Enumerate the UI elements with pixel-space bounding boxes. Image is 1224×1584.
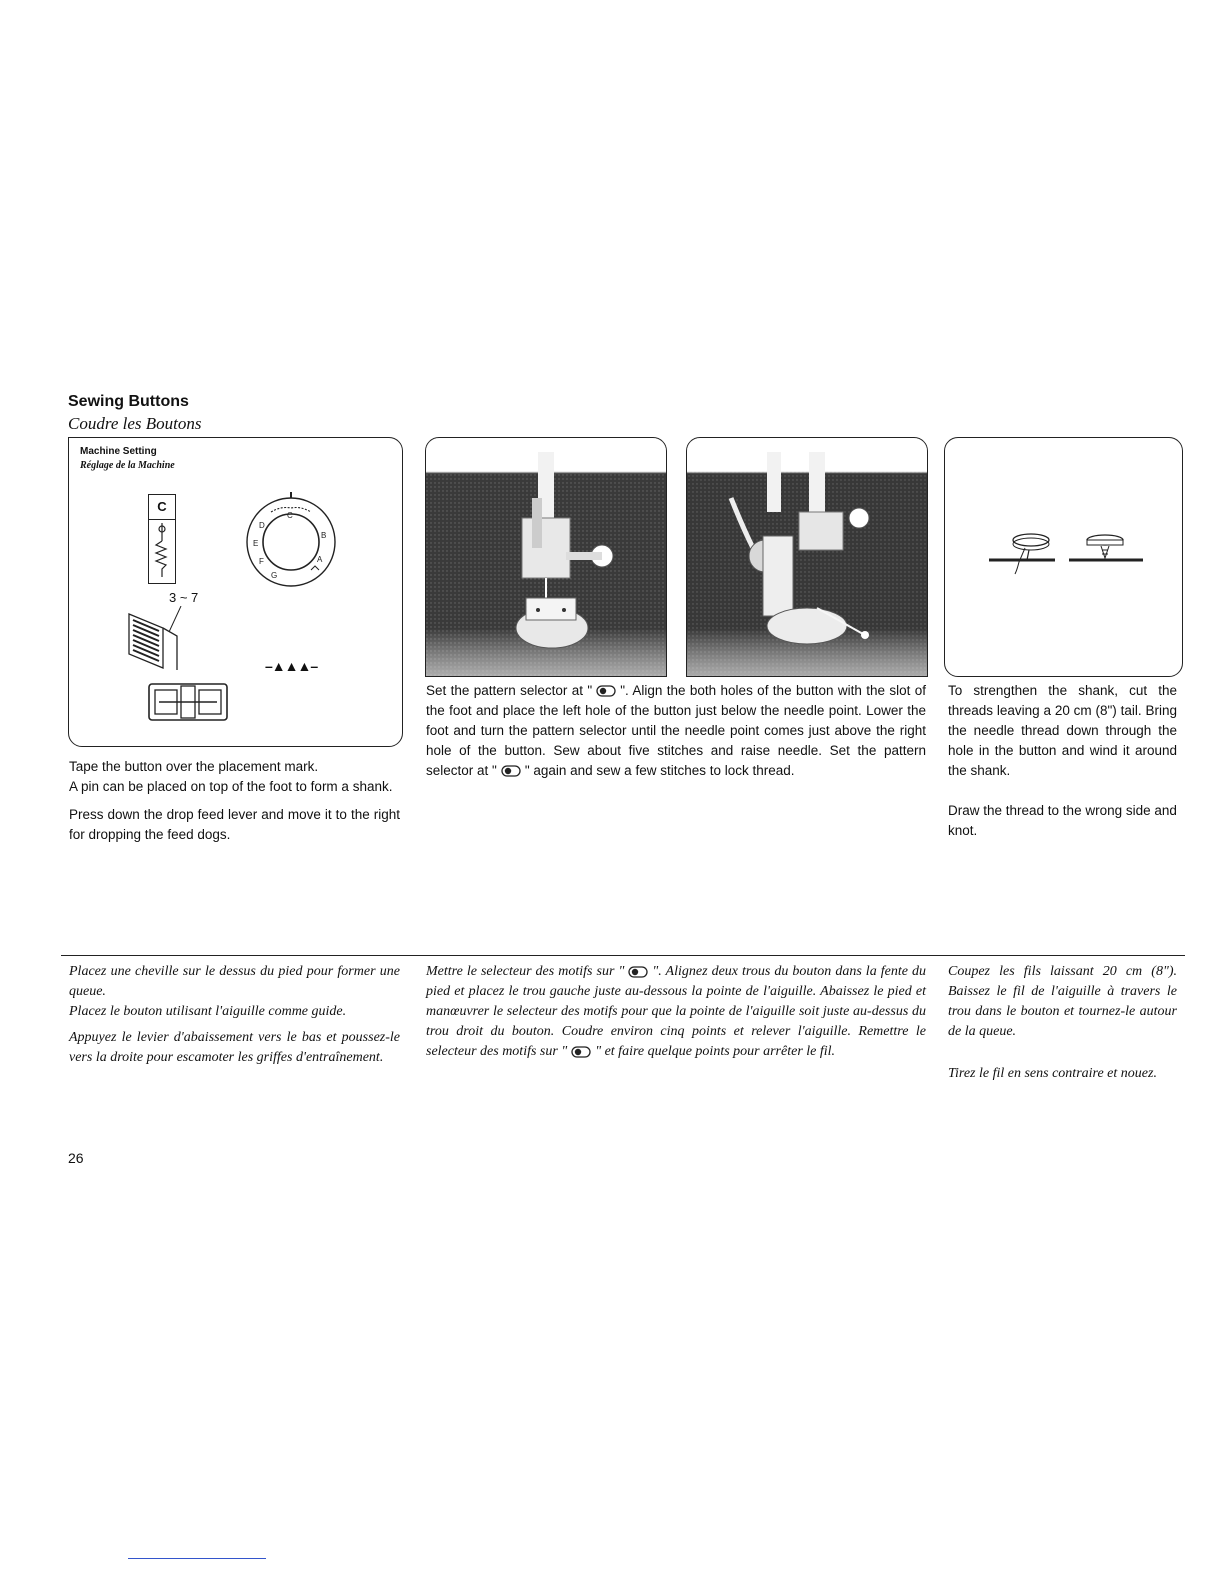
dial-letter-g: G [271,571,278,580]
column-3-french [948,962,1177,1084]
dial-letter-f: F [259,557,264,566]
text-segment: Mettre le selecteur des motifs sur " [426,964,625,979]
paragraph: Tirez le fil en sens contraire et nouez. [948,1066,1157,1081]
section-title: Sewing Buttons [68,393,189,410]
column-2-english [426,681,926,781]
paragraph: Placez une cheville sur le dessus du pied pour former une queue. [69,964,400,999]
paragraph: Placez le bouton utilisant l'aiguille comme guide. [69,1004,347,1019]
section-title-french: Coudre les Boutons [68,414,202,433]
pattern-selector-dial [241,492,341,592]
photo-stitching-button [686,437,928,677]
dial-letter-e: E [253,539,259,548]
section-divider [61,955,1185,956]
dial-letter-c: C [287,511,293,520]
paragraph: To strengthen the shank, cut the threads leaving a 20 cm (8") tail. Bring the needle thread down through the hole in the button and wind it around the shank. [948,683,1177,778]
presser-foot-icon [147,680,229,724]
pattern-card [148,494,176,584]
feed-dogs-symbol: –▲▲▲– [265,658,318,674]
text-segment: ". Align the both holes of the button with the slot of the foot and place the left hole of the button just below the needle point. Lower the foot and turn the pattern selector until the needle point comes just above the right hole of the button. Sew about five stitches and raise needle. Set the pattern selector at " [426,683,926,778]
photo-button-under-needle [425,437,667,677]
text-segment: Set the pattern selector at " [426,683,593,698]
paragraph: Tape the button over the placement mark. [69,759,319,774]
stitch-width-label: 3 ~ 7 [169,590,199,605]
paragraph: A pin can be placed on top of the foot to form a shank. [69,779,393,794]
column-3-english [948,681,1177,841]
pattern-letter: C [157,499,167,514]
machine-setting-label: Machine Setting [80,446,157,457]
pattern-selector-symbol-icon [501,765,521,777]
button-shank-diagram [985,526,1145,576]
column-1-english [69,757,400,845]
page-number: 26 [68,1150,84,1166]
text-segment: ". Alignez deux trous du bouton dans la fente du pied et placez le trou gauche juste au-dessous la pointe de l'aiguille. Abaissez le pied et manœuvrer le selecteur des motifs pour que la pointe de l'aiguille soit juste au-dessus du trou droit du bouton. Coudre environ cinq points et relever l'aiguille. Remettre le selecteur des motifs sur " [426,964,926,1059]
bottom-underline [128,1558,266,1559]
pattern-selector-symbol-icon [596,685,616,697]
pattern-selector-symbol-icon [571,1046,591,1058]
paragraph: Appuyez le levier d'abaissement vers le bas et poussez-le vers la droite pour escamoter les griffes d'entraînement. [69,1030,400,1065]
column-2-french [426,962,926,1062]
text-segment: " again and sew a few stitches to lock thread. [524,763,795,778]
column-1-french [69,962,400,1068]
machine-setting-label-french: Réglage de la Machine [80,460,175,471]
paragraph: Draw the thread to the wrong side and knot. [948,803,1177,838]
machine-setting-panel [68,437,403,747]
paragraph: Coupez les fils laissant 20 cm (8"). Baissez le fil de l'aiguille à travers le trou dans le bouton et tournez-le autour de la queue. [948,964,1177,1039]
pattern-selector-symbol-icon [628,966,648,978]
shank-diagram-panel [944,437,1183,677]
buttonhole-stitch-icon [152,521,172,579]
text-segment: " et faire quelque points pour arrêter le fil. [595,1044,836,1059]
dial-letter-a: A [317,555,323,564]
dial-letter-b: B [321,531,327,540]
stitch-width-dial [119,606,199,670]
paragraph: Press down the drop feed lever and move it to the right for dropping the feed dogs. [69,807,400,842]
dial-letter-d: D [259,521,265,530]
